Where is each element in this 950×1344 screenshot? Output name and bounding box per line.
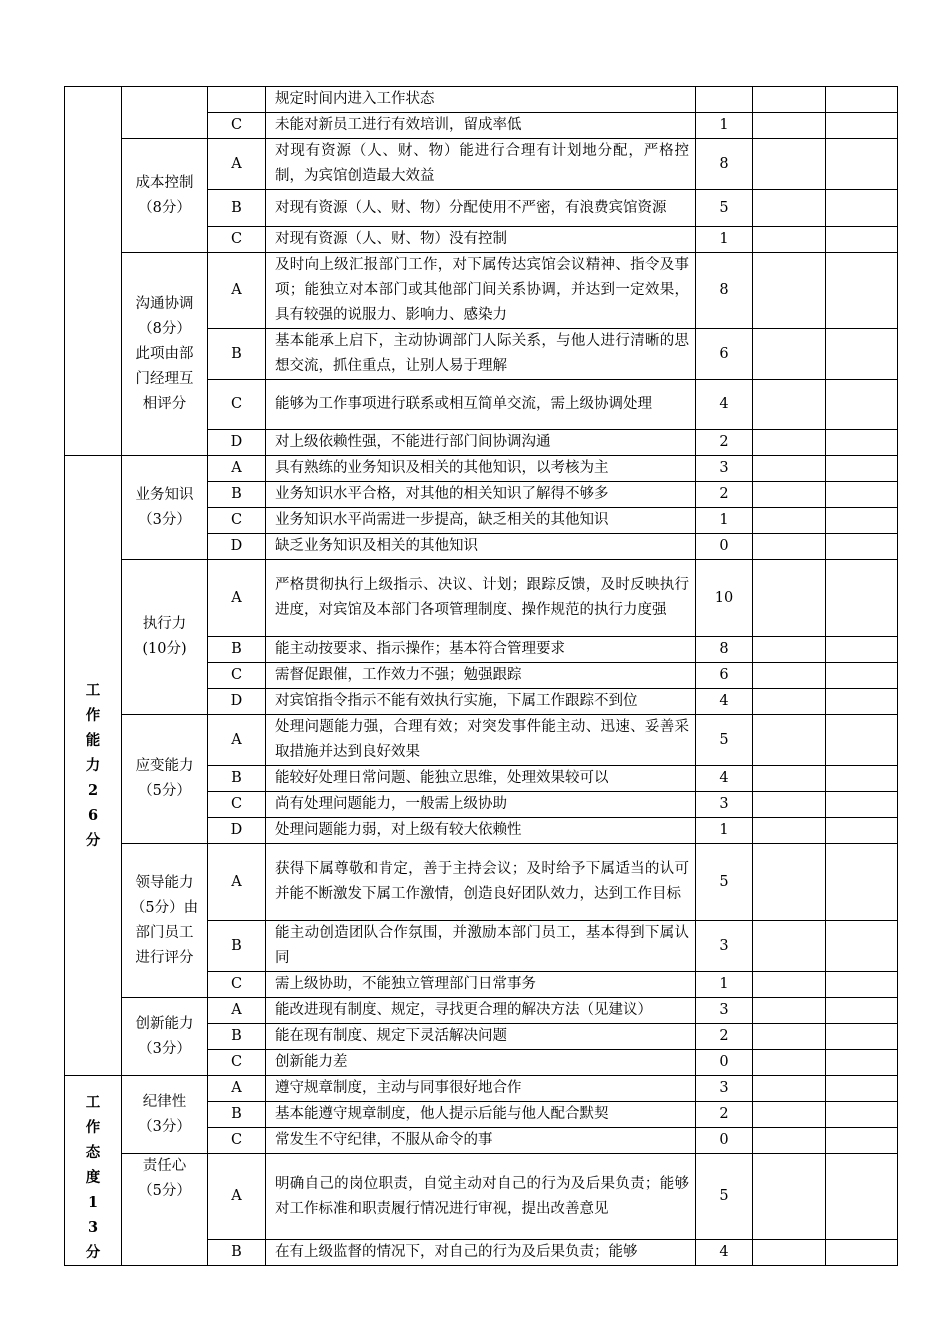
rating-cell-2[interactable] <box>826 560 898 637</box>
table-row <box>65 715 898 766</box>
grade-cell: A <box>208 715 266 766</box>
rating-cell-2[interactable] <box>826 1240 898 1266</box>
grade-cell: B <box>208 1240 266 1266</box>
table-row <box>65 139 898 190</box>
rating-cell-2[interactable] <box>826 689 898 715</box>
rating-cell-1[interactable] <box>753 715 826 766</box>
score-cell <box>696 87 753 113</box>
rating-cell-1[interactable] <box>753 1128 826 1154</box>
criterion-cell <box>122 1154 208 1266</box>
rating-cell-1[interactable] <box>753 456 826 482</box>
table-row <box>65 253 898 329</box>
grade-cell: C <box>208 113 266 139</box>
rating-cell-1[interactable] <box>753 1076 826 1102</box>
rating-cell-1[interactable] <box>753 560 826 637</box>
rating-cell-2[interactable] <box>826 534 898 560</box>
score-cell: 5 <box>696 715 753 766</box>
grade-cell: D <box>208 689 266 715</box>
rating-cell-2[interactable] <box>826 921 898 972</box>
score-cell: 2 <box>696 482 753 508</box>
rating-cell-2[interactable] <box>826 1128 898 1154</box>
grade-cell: A <box>208 1076 266 1102</box>
rating-cell-2[interactable] <box>826 715 898 766</box>
grade-cell: C <box>208 380 266 430</box>
rating-cell-1[interactable] <box>753 253 826 329</box>
grade-cell <box>208 87 266 113</box>
rating-cell-2[interactable] <box>826 1024 898 1050</box>
criterion-cell <box>122 560 208 715</box>
rating-cell-2[interactable] <box>826 139 898 190</box>
rating-cell-1[interactable] <box>753 921 826 972</box>
description-cell: 明确自己的岗位职责，自觉主动对自己的行为及后果负责；能够对工作标准和职责履行情况进行审视，提出改善意见 <box>266 1154 696 1240</box>
grade-cell: D <box>208 534 266 560</box>
grade-cell: A <box>208 844 266 921</box>
description-cell: 具有熟练的业务知识及相关的其他知识，以考核为主 <box>266 456 696 482</box>
score-cell: 0 <box>696 1128 753 1154</box>
rating-cell-1[interactable] <box>753 430 826 456</box>
description-cell: 尚有处理问题能力，一般需上级协助 <box>266 792 696 818</box>
rating-cell-2[interactable] <box>826 1076 898 1102</box>
rating-cell-1[interactable] <box>753 190 826 227</box>
rating-cell-2[interactable] <box>826 190 898 227</box>
rating-cell-1[interactable] <box>753 534 826 560</box>
description-cell: 处理问题能力强，合理有效；对突发事件能主动、迅速、妥善采取措施并达到良好效果 <box>266 715 696 766</box>
rating-cell-1[interactable] <box>753 766 826 792</box>
rating-cell-2[interactable] <box>826 113 898 139</box>
description-cell: 遵守规章制度，主动与同事很好地合作 <box>266 1076 696 1102</box>
grade-cell: B <box>208 329 266 380</box>
rating-cell-2[interactable] <box>826 508 898 534</box>
score-cell: 0 <box>696 534 753 560</box>
criterion-label: 沟通协调 （8分） 此项由部 门经理互 相评分 <box>135 295 194 412</box>
grade-cell: A <box>208 1154 266 1240</box>
rating-cell-2[interactable] <box>826 380 898 430</box>
description-cell: 业务知识水平尚需进一步提高，缺乏相关的其他知识 <box>266 508 696 534</box>
grade-cell: B <box>208 482 266 508</box>
rating-cell-2[interactable] <box>826 1050 898 1076</box>
criterion-cell <box>122 253 208 456</box>
grade-cell: C <box>208 227 266 253</box>
grade-cell: A <box>208 139 266 190</box>
table-row <box>65 560 898 637</box>
rating-cell-1[interactable] <box>753 380 826 430</box>
rating-cell-1[interactable] <box>753 329 826 380</box>
category-cell <box>65 456 122 1076</box>
rating-cell-1[interactable] <box>753 227 826 253</box>
description-cell: 及时向上级汇报部门工作，对下属传达宾馆会议精神、指令及事项；能独立对本部门或其他部门间关系协调，并达到一定效果，具有较强的说服力、影响力、感染力 <box>266 253 696 329</box>
criterion-cell <box>122 715 208 844</box>
description-cell: 对现有资源（人、财、物）没有控制 <box>266 227 696 253</box>
score-cell: 6 <box>696 663 753 689</box>
criterion-label: 创新能力 （3分） <box>135 1015 194 1057</box>
score-cell: 1 <box>696 972 753 998</box>
description-cell: 规定时间内进入工作状态 <box>266 87 696 113</box>
rating-cell-1[interactable] <box>753 637 826 663</box>
score-cell: 0 <box>696 1050 753 1076</box>
rating-cell-1[interactable] <box>753 508 826 534</box>
rating-cell-1[interactable] <box>753 689 826 715</box>
description-cell: 获得下属尊敬和肯定，善于主持会议；及时给予下属适当的认可并能不断激发下属工作激情，创造良好团队效力，达到工作目标 <box>266 844 696 921</box>
score-cell: 8 <box>696 139 753 190</box>
grade-cell: A <box>208 998 266 1024</box>
score-cell: 5 <box>696 844 753 921</box>
rating-cell-1[interactable] <box>753 1050 826 1076</box>
grade-cell: A <box>208 253 266 329</box>
rating-cell-1[interactable] <box>753 998 826 1024</box>
rating-cell-1[interactable] <box>753 87 826 113</box>
score-cell: 5 <box>696 190 753 227</box>
criterion-cell <box>122 998 208 1076</box>
score-cell: 10 <box>696 560 753 637</box>
rating-cell-2[interactable] <box>826 430 898 456</box>
table-row <box>65 998 898 1024</box>
description-cell: 业务知识水平合格，对其他的相关知识了解得不够多 <box>266 482 696 508</box>
description-cell: 需上级协助，不能独立管理部门日常事务 <box>266 972 696 998</box>
score-cell: 2 <box>696 430 753 456</box>
description-cell: 对上级依赖性强，不能进行部门间协调沟通 <box>266 430 696 456</box>
description-cell: 基本能承上启下，主动协调部门人际关系，与他人进行清晰的思想交流，抓住重点，让别人易于理解 <box>266 329 696 380</box>
criterion-cell <box>122 1076 208 1154</box>
rating-cell-1[interactable] <box>753 792 826 818</box>
score-cell: 5 <box>696 1154 753 1240</box>
category-label: 工作能力26分 <box>85 682 101 849</box>
description-cell: 能主动创造团队合作氛围，并激励本部门员工，基本得到下属认同 <box>266 921 696 972</box>
rating-cell-2[interactable] <box>826 329 898 380</box>
grade-cell: C <box>208 1050 266 1076</box>
description-cell: 在有上级监督的情况下，对自己的行为及后果负责；能够 <box>266 1240 696 1266</box>
description-cell: 创新能力差 <box>266 1050 696 1076</box>
grade-cell: B <box>208 921 266 972</box>
table-row <box>65 844 898 921</box>
score-cell: 6 <box>696 329 753 380</box>
rating-cell-2[interactable] <box>826 1102 898 1128</box>
description-cell: 严格贯彻执行上级指示、决议、计划；跟踪反馈，及时反映执行进度，对宾馆及本部门各项管理制度、操作规范的执行力度强 <box>266 560 696 637</box>
grade-cell: B <box>208 190 266 227</box>
rating-cell-2[interactable] <box>826 766 898 792</box>
rating-cell-2[interactable] <box>826 844 898 921</box>
description-cell: 能在现有制度、规定下灵活解决问题 <box>266 1024 696 1050</box>
evaluation-table <box>64 86 898 1266</box>
rating-cell-2[interactable] <box>826 972 898 998</box>
criterion-label: 纪律性 （3分） <box>138 1093 191 1135</box>
grade-cell: B <box>208 1024 266 1050</box>
grade-cell: C <box>208 1128 266 1154</box>
grade-cell: C <box>208 508 266 534</box>
description-cell: 能改进现有制度、规定，寻找更合理的解决方法（见建议） <box>266 998 696 1024</box>
score-cell: 1 <box>696 508 753 534</box>
table-row <box>65 456 898 482</box>
score-cell: 4 <box>696 689 753 715</box>
table-row <box>65 1076 898 1102</box>
score-cell: 8 <box>696 253 753 329</box>
score-cell: 2 <box>696 1102 753 1128</box>
criterion-label: 领导能力 （5分）由 部门员工 进行评分 <box>130 874 199 966</box>
criterion-label: 成本控制 （8分） <box>135 174 194 216</box>
criterion-label: 应变能力 （5分） <box>135 758 194 799</box>
description-cell: 能够为工作事项进行联系或相互简单交流，需上级协调处理 <box>266 380 696 430</box>
score-cell: 4 <box>696 1240 753 1266</box>
rating-cell-2[interactable] <box>826 998 898 1024</box>
rating-cell-2[interactable] <box>826 456 898 482</box>
score-cell: 3 <box>696 1076 753 1102</box>
rating-cell-1[interactable] <box>753 1240 826 1266</box>
score-cell: 1 <box>696 227 753 253</box>
score-cell: 3 <box>696 921 753 972</box>
rating-cell-1[interactable] <box>753 1154 826 1240</box>
score-cell: 1 <box>696 113 753 139</box>
rating-cell-1[interactable] <box>753 663 826 689</box>
score-cell: 4 <box>696 380 753 430</box>
score-cell: 3 <box>696 792 753 818</box>
score-cell: 2 <box>696 1024 753 1050</box>
grade-cell: B <box>208 1102 266 1128</box>
rating-cell-2[interactable] <box>826 818 898 844</box>
criterion-cell <box>122 844 208 998</box>
criterion-label: 责任心 （5分） <box>138 1158 191 1199</box>
rating-cell-2[interactable] <box>826 253 898 329</box>
table-row <box>65 1154 898 1240</box>
rating-cell-1[interactable] <box>753 1102 826 1128</box>
rating-cell-2[interactable] <box>826 1154 898 1240</box>
description-cell: 对现有资源（人、财、物）分配使用不严密，有浪费宾馆资源 <box>266 190 696 227</box>
rating-cell-2[interactable] <box>826 87 898 113</box>
description-cell: 需督促跟催，工作效力不强；勉强跟踪 <box>266 663 696 689</box>
category-cell <box>65 1076 122 1266</box>
criterion-cell <box>122 87 208 139</box>
criterion-label: 执行力 (10分) <box>142 616 187 657</box>
category-label: 工作态度13分 <box>85 1094 101 1261</box>
grade-cell: C <box>208 663 266 689</box>
description-cell: 对宾馆指令指示不能有效执行实施，下属工作跟踪不到位 <box>266 689 696 715</box>
score-cell: 1 <box>696 818 753 844</box>
description-cell: 处理问题能力弱，对上级有较大依赖性 <box>266 818 696 844</box>
rating-cell-1[interactable] <box>753 113 826 139</box>
description-cell: 对现有资源（人、财、物）能进行合理有计划地分配，严格控制，为宾馆创造最大效益 <box>266 139 696 190</box>
description-cell: 未能对新员工进行有效培训，留成率低 <box>266 113 696 139</box>
rating-cell-2[interactable] <box>826 663 898 689</box>
score-cell: 4 <box>696 766 753 792</box>
description-cell: 常发生不守纪律，不服从命令的事 <box>266 1128 696 1154</box>
category-cell <box>65 87 122 456</box>
grade-cell: B <box>208 766 266 792</box>
grade-cell: C <box>208 792 266 818</box>
rating-cell-1[interactable] <box>753 972 826 998</box>
rating-cell-1[interactable] <box>753 139 826 190</box>
score-cell: 3 <box>696 998 753 1024</box>
grade-cell: D <box>208 430 266 456</box>
criterion-cell <box>122 139 208 253</box>
rating-cell-1[interactable] <box>753 482 826 508</box>
criterion-cell <box>122 456 208 560</box>
rating-cell-2[interactable] <box>826 482 898 508</box>
rating-cell-1[interactable] <box>753 818 826 844</box>
description-cell: 能主动按要求、指示操作；基本符合管理要求 <box>266 637 696 663</box>
score-cell: 3 <box>696 456 753 482</box>
table-row <box>65 87 898 113</box>
grade-cell: A <box>208 560 266 637</box>
rating-cell-2[interactable] <box>826 637 898 663</box>
rating-cell-2[interactable] <box>826 792 898 818</box>
rating-cell-2[interactable] <box>826 227 898 253</box>
criterion-label: 业务知识 （3分） <box>135 486 194 528</box>
description-cell: 能较好处理日常问题、能独立思维，处理效果较可以 <box>266 766 696 792</box>
grade-cell: C <box>208 972 266 998</box>
grade-cell: D <box>208 818 266 844</box>
score-cell: 8 <box>696 637 753 663</box>
grade-cell: A <box>208 456 266 482</box>
description-cell: 基本能遵守规章制度，他人提示后能与他人配合默契 <box>266 1102 696 1128</box>
rating-cell-1[interactable] <box>753 1024 826 1050</box>
table-body <box>65 87 898 1266</box>
rating-cell-1[interactable] <box>753 844 826 921</box>
description-cell: 缺乏业务知识及相关的其他知识 <box>266 534 696 560</box>
grade-cell: B <box>208 637 266 663</box>
